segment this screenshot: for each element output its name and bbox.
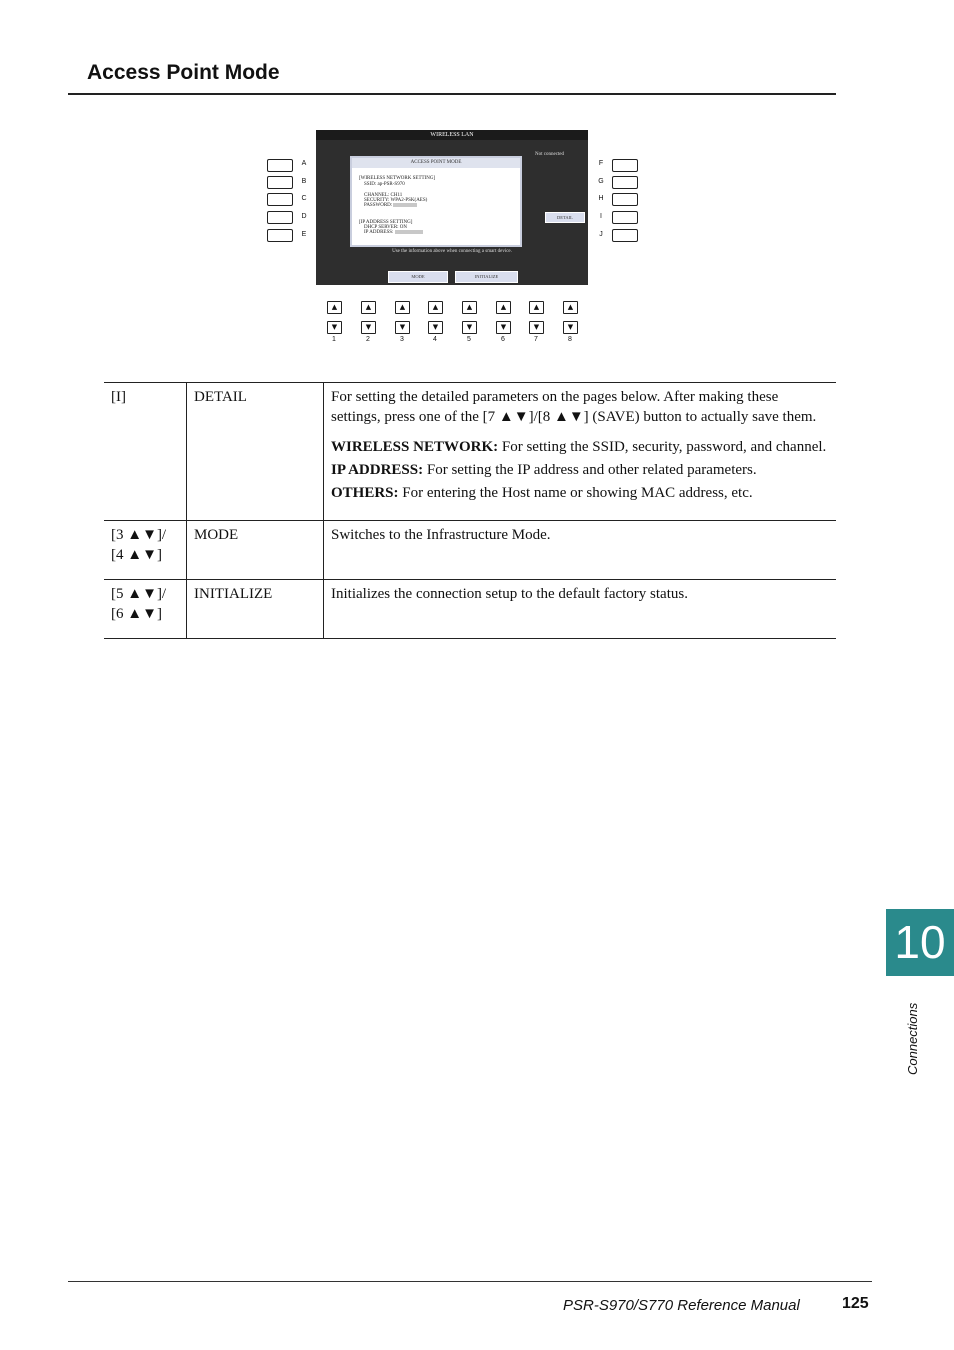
button-2-up[interactable]: ▲ [361, 301, 376, 314]
number-label-4: 4 [433, 336, 437, 343]
sub-item-wireless [331, 437, 829, 457]
label-c: C [301, 195, 307, 202]
chapter-name: Connections [905, 1002, 920, 1075]
button-4-down[interactable]: ▼ [428, 321, 443, 334]
button-7-down[interactable]: ▼ [529, 321, 544, 334]
label-d: D [301, 213, 307, 220]
number-label-8: 8 [568, 336, 572, 343]
button-f[interactable] [612, 159, 638, 172]
detail-screen-button[interactable]: DETAIL [545, 212, 585, 223]
parameter-table [104, 382, 836, 639]
number-label-7: 7 [534, 336, 538, 343]
sub-item-text: For setting the IP address and other related parameters. [423, 462, 757, 478]
ip-label: IP ADDRESS: [364, 230, 394, 236]
chapter-tab: 10 [886, 909, 954, 976]
button-8-up[interactable]: ▲ [563, 301, 578, 314]
button-5-up[interactable]: ▲ [462, 301, 477, 314]
table-row-initialize [104, 580, 836, 639]
key-line: [6 ▲▼] [111, 606, 162, 622]
button-3-down[interactable]: ▼ [395, 321, 410, 334]
button-6-down[interactable]: ▼ [496, 321, 511, 334]
ip-mask [395, 230, 423, 234]
screen-hint: Use the information above when connecting a smart device. [392, 249, 512, 254]
button-7-up[interactable]: ▲ [529, 301, 544, 314]
table-row-mode [104, 521, 836, 580]
footer-title: PSR-S970/S770 Reference Manual [563, 1297, 800, 1314]
sub-item-text: For setting the SSID, security, password, and channel. [498, 439, 827, 455]
mode-screen-button[interactable]: MODE [388, 271, 448, 283]
wireless-header: [WIRELESS NETWORK SETTING] [359, 176, 436, 181]
label-g: G [598, 178, 604, 185]
section-heading: Access Point Mode [87, 61, 280, 84]
initialize-screen-button[interactable]: INITIALIZE [455, 271, 518, 283]
access-point-dialog [350, 156, 522, 247]
button-a[interactable] [267, 159, 293, 172]
label-f: F [598, 160, 604, 167]
key-cell: [I] [104, 383, 187, 521]
label-e: E [301, 231, 307, 238]
channel-line: CHANNEL: CH11 [364, 193, 403, 198]
password-line [364, 203, 417, 208]
password-mask [393, 203, 417, 207]
description-text: For setting the detailed parameters on the pages below. After making these settings, press one of the [7 ▲▼]/[8 ▲▼] (SAVE) button to actually save them. [331, 389, 817, 425]
button-g[interactable] [612, 176, 638, 189]
button-b[interactable] [267, 176, 293, 189]
number-label-2: 2 [366, 336, 370, 343]
lcd-screen [316, 130, 588, 285]
description-cell: Switches to the Infrastructure Mode. [331, 527, 551, 543]
button-d[interactable] [267, 211, 293, 224]
name-cell: MODE [187, 521, 324, 580]
sub-item-ip [331, 460, 829, 480]
number-label-1: 1 [332, 336, 336, 343]
heading-rule [68, 93, 836, 95]
sub-item-label: WIRELESS NETWORK: [331, 439, 499, 455]
footer-rule [68, 1281, 872, 1282]
sub-item-others [331, 483, 829, 503]
name-cell: DETAIL [187, 383, 324, 521]
button-4-up[interactable]: ▲ [428, 301, 443, 314]
button-3-up[interactable]: ▲ [395, 301, 410, 314]
ssid-line: SSID: ap-PSR-S970 [364, 182, 405, 187]
button-1-down[interactable]: ▼ [327, 321, 342, 334]
number-label-3: 3 [400, 336, 404, 343]
key-line: [5 ▲▼]/ [111, 586, 167, 602]
button-8-down[interactable]: ▼ [563, 321, 578, 334]
ip-line [364, 230, 423, 235]
button-h[interactable] [612, 193, 638, 206]
button-i[interactable] [612, 211, 638, 224]
button-5-down[interactable]: ▼ [462, 321, 477, 334]
sub-item-label: IP ADDRESS: [331, 462, 424, 478]
page-number: 125 [842, 1295, 869, 1312]
label-h: H [598, 195, 604, 202]
key-line: [3 ▲▼]/ [111, 527, 167, 543]
number-label-5: 5 [467, 336, 471, 343]
label-i: I [600, 213, 602, 220]
password-label: PASSWORD: [364, 203, 393, 209]
button-2-down[interactable]: ▼ [361, 321, 376, 334]
ip-header: [IP ADDRESS SETTING] [359, 220, 413, 225]
button-1-up[interactable]: ▲ [327, 301, 342, 314]
button-c[interactable] [267, 193, 293, 206]
label-b: B [301, 178, 307, 185]
button-e[interactable] [267, 229, 293, 242]
description-cell [324, 383, 837, 521]
label-j: J [599, 231, 603, 238]
key-cell [104, 521, 187, 580]
description-cell: Initializes the connection setup to the default factory status. [331, 586, 688, 602]
dialog-title: ACCESS POINT MODE [352, 158, 520, 168]
screen-title: WIRELESS LAN [430, 132, 474, 138]
label-a: A [301, 160, 307, 167]
button-6-up[interactable]: ▲ [496, 301, 511, 314]
sub-item-label: OTHERS: [331, 485, 399, 501]
key-cell [104, 580, 187, 639]
dhcp-line: DHCP SERVER: ON [364, 225, 408, 230]
sub-item-text: For entering the Host name or showing MAC address, etc. [398, 485, 753, 501]
table-row-detail [104, 383, 836, 521]
key-line: [4 ▲▼] [111, 547, 162, 563]
name-cell: INITIALIZE [187, 580, 324, 639]
number-label-6: 6 [501, 336, 505, 343]
security-line: SECURITY: WPA2-PSK(AES) [364, 198, 428, 203]
connection-status: Not connected [535, 152, 565, 157]
button-j[interactable] [612, 229, 638, 242]
